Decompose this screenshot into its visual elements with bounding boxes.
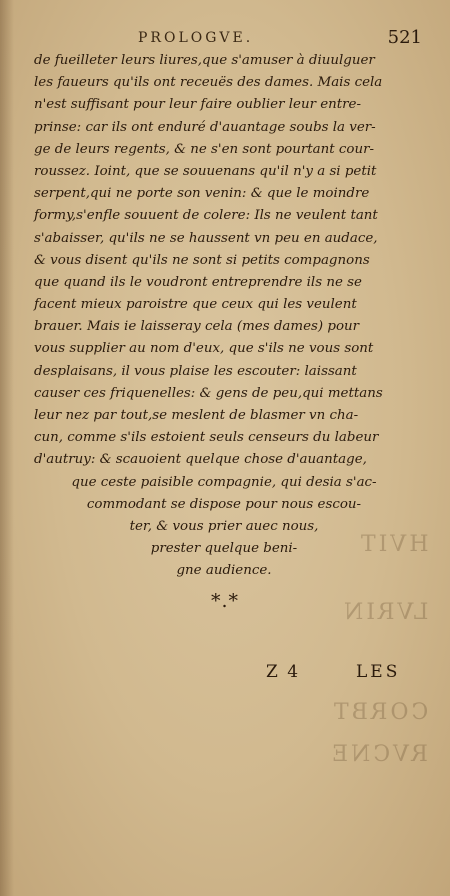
page-number: 521 <box>387 27 422 48</box>
text-line: facent mieux paroistre que ceux qui les veulent <box>34 297 357 313</box>
text-line: n'est suffisant pour leur faire oublier leur entre- <box>34 97 362 113</box>
running-title: PROLOGVE. <box>138 30 254 46</box>
signature-mark: Z 4 <box>266 662 301 682</box>
text-line: s'abaisser, qu'ils ne se haussent vn peu en audace, <box>34 230 378 246</box>
text-line-centered: ter, & vous prier auec nous, <box>129 518 319 534</box>
text-line: cun, comme s'ils estoient seuls censeurs du labeur <box>34 430 379 446</box>
page-header <box>0 27 450 52</box>
text-line-centered: que ceste paisible compagnie, qui desia s'ac- <box>71 474 377 490</box>
text-line: leur nez par tout,se meslent de blasmer vn cha- <box>34 408 359 423</box>
prologue-text <box>34 50 414 583</box>
bleed-through-text: CORBT <box>330 700 428 725</box>
text-line: les faueurs qu'ils ont receuës des dames. Mais cela <box>34 75 383 91</box>
asterism-ornament: *.* <box>210 590 240 612</box>
text-line: & vous disent qu'ils ne sont si petits compagnons <box>34 252 370 268</box>
text-line-centered: gne audience. <box>176 563 272 579</box>
text-line: que quand ils le voudront entreprendre ils ne se <box>34 274 362 290</box>
text-line: ge de leurs regents, & ne s'en sont pourtant cour- <box>34 141 375 157</box>
text-line-centered: prester quelque beni- <box>150 541 298 557</box>
gutter-shadow <box>0 0 14 896</box>
text-line: desplaisans, il vous plaise les escouter: laissant <box>34 363 357 379</box>
catchword: LES <box>356 662 401 682</box>
text-line: prinse: car ils ont enduré d'auantage soubs la ver- <box>34 119 376 135</box>
bleed-through-text: LVRIN <box>340 600 428 625</box>
text-line: causer ces friquenelles: & gens de peu,qui mettans <box>34 385 383 401</box>
text-line: brauer. Mais ie laisseray cela (mes dames) pour <box>34 319 360 335</box>
text-line: serpent,qui ne porte son venin: & que le moindre <box>34 186 370 202</box>
text-line: roussez. Ioint, que se souuenans qu'il n'y a si petit <box>34 163 377 179</box>
text-line: vous supplier au nom d'eux, que s'ils ne vous sont <box>34 341 374 357</box>
text-line: de fueilleter leurs liures,que s'amuser à diuulguer <box>34 53 375 68</box>
bleed-through-text: RVCNE <box>329 742 428 767</box>
bleed-through-text: HVIT <box>357 532 428 557</box>
text-line-centered: commodant se dispose pour nous escou- <box>86 496 362 512</box>
text-line: d'autruy: & scauoient quelque chose d'auantage, <box>34 452 367 468</box>
text-line: formy,s'enfle souuent de colere: Ils ne veulent tant <box>34 208 378 224</box>
page-footer <box>0 662 450 692</box>
